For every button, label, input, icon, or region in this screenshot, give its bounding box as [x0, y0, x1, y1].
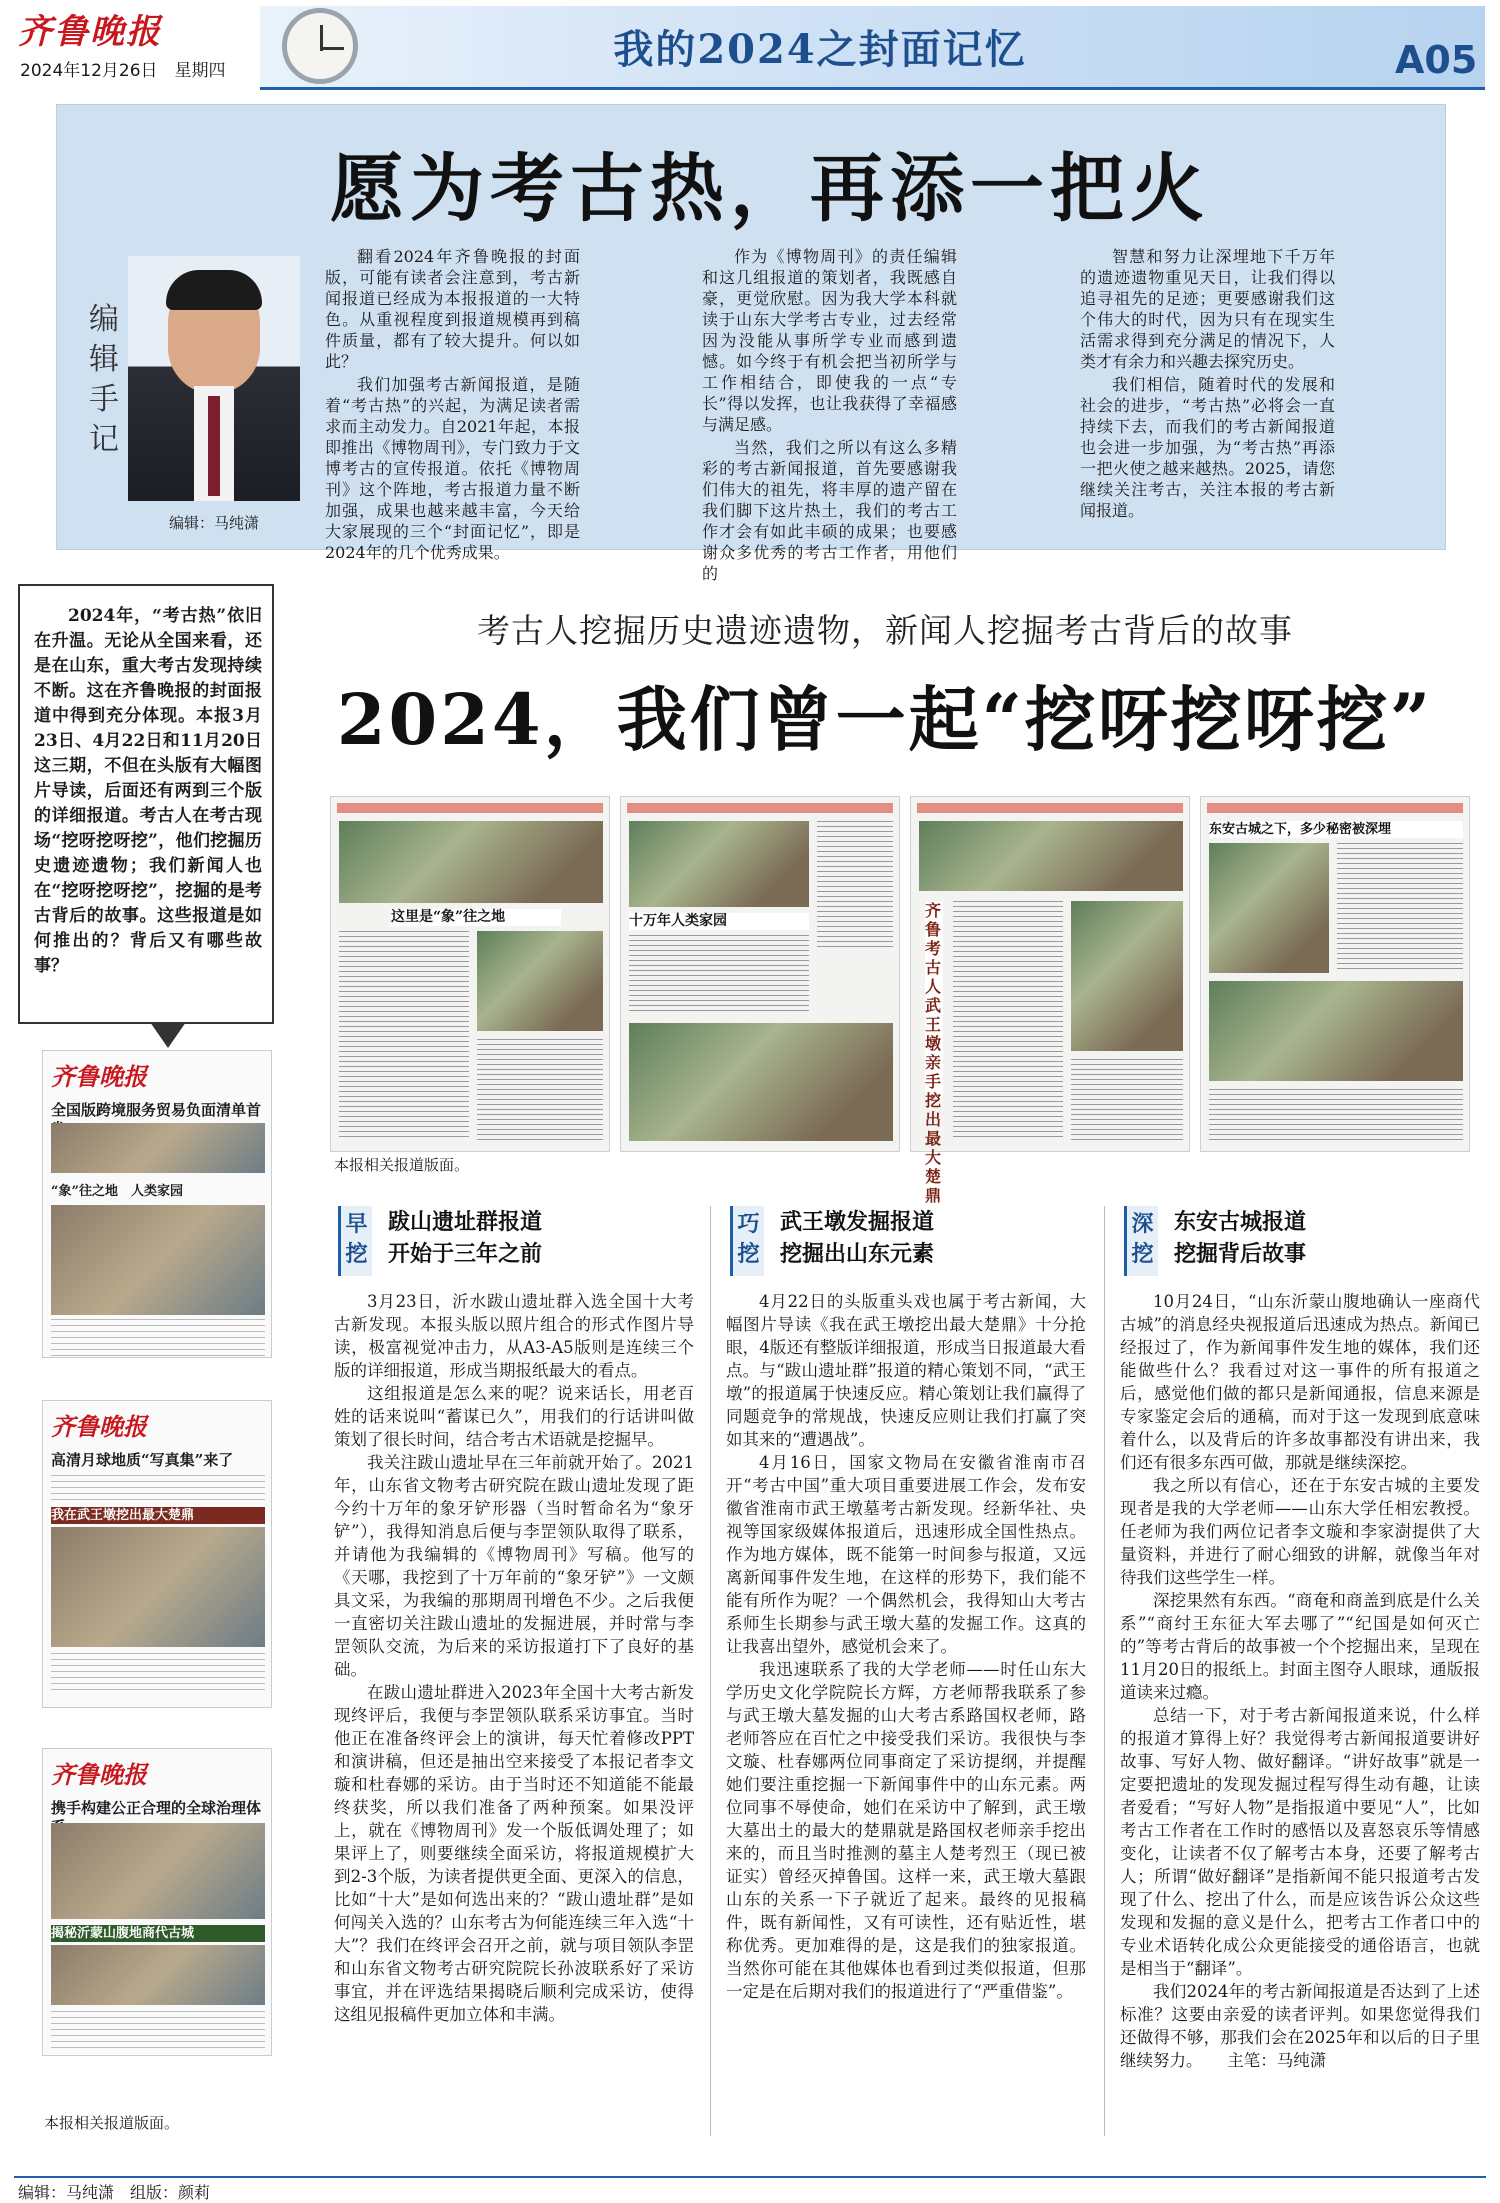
editor-note-headline: 愿为考古热，再添一把火	[330, 146, 1210, 232]
thumbnail-photo	[51, 1945, 265, 2005]
page-number: A05	[1395, 38, 1478, 82]
thumbnail-photo	[51, 1123, 265, 1173]
thumbnail-headline: 携手构建公正合理的全球治理体	[51, 1799, 262, 1817]
article-badge: 巧挖	[730, 1206, 764, 1276]
scan-headline: 东安古城之下，多少秘密被深埋	[1209, 821, 1463, 838]
inside-page-scan	[620, 796, 900, 1152]
publication-date: 2024年12月26日 星期四	[20, 61, 226, 81]
column-divider	[710, 1206, 711, 2136]
inside-page-scan	[330, 796, 610, 1152]
article-badge: 深挖	[1124, 1206, 1158, 1276]
editor-paragraph: 翻看2024年齐鲁晚报的封面版，可能有读者会注意到，考古新闻报道已经成为本报报道的一大特色。从重视程度到报道规模再到稿件质量，都有了较大提升。何以如此？	[325, 247, 580, 371]
front-page-thumbnail	[42, 1400, 272, 1708]
thumbnail-logo: 齐鲁晚报	[51, 1062, 147, 1091]
article-paragraph: 4月22日的头版重头戏也属于考古新闻，大幅图片导读《我在武王墩挖出最大楚鼎》十分抢眼，4版还有整版详细报道，形成当日报道最大看点。与“跋山遗址群”报道的精心策划不同，“武王墩”的报道属于快速反应。精心策划让我们赢得了同题竞争的常规战，快速反应则让我们打赢了突如其来的“遭遇战”。	[726, 1292, 1086, 1449]
scan-headline: 齐鲁考古人武王墩亲手挖出最大楚鼎	[925, 901, 942, 1205]
article-paragraph: 10月24日，“山东沂蒙山腹地确认一座商代古城”的消息经央视报道后迅速成为热点。新闻已经报过了，作为新闻事件发生地的媒体，我们还能做些什么？我看过对这一事件的所有报道之后，感觉他们做的都只是新闻通报，信息来源是专家鉴定会后的通稿，而对于这一发现到底意味着什么，以及背后的许多故事都没有讲出来，我们还有很多东西可做，那就是继续深挖。	[1120, 1292, 1480, 1472]
newspaper-logo: 齐鲁晚报	[18, 12, 162, 52]
thumbnail-photo	[51, 1205, 265, 1315]
article-paragraph: 4月16日，国家文物局在安徽省淮南市召开“考古中国”重大项目重要进展工作会，发布安徽省淮南市武王墩墓考古新发现。经新华社、央视等国家级媒体报道后，迅速形成全国性热点。作为地方媒体，既不能第一时间参与报道，又远离新闻事件发生地，在这样的形势下，我们能不能有所作为呢？一个偶然机会，我得知山大考古系师生长期参与武王墩大墓的发掘工作。这真的让我喜出望外，感觉机会来了。	[726, 1453, 1086, 1656]
thumbnail-logo: 齐鲁晚报	[51, 1760, 147, 1789]
thumbnail-headline: 全国版跨境服务贸易负面清单首	[51, 1101, 262, 1119]
inside-page-scan	[910, 796, 1190, 1205]
thumbnail-subhead: 揭秘沂蒙山腹地商代古城	[51, 1925, 265, 1942]
main-kicker: 考古人挖掘历史遗迹遗物，新闻人挖掘考古背后的故事	[477, 611, 1293, 650]
article-paragraph: 总结一下，对于考古新闻报道来说，什么样的报道才算得上好？我觉得考古新闻报道要讲好故事、写好人物、做好翻译。“讲好故事”就是一定要把遗址的发现发掘过程写得生动有趣，让读者爱看；“写好人物”是指报道中要见“人”，比如考古工作者在工作时的感悟以及喜怒哀乐等情感变化，让读者不仅了解考古本身，还要了解考古人；所谓“做好翻译”是指新闻不能只报道考古发现了什么、挖出了什么，而是应该告诉公众这些发现和发掘的意义是什么，把考古工作者口中的专业术语转化成公众更能接受的通俗语言，也就是相当于“翻译”。	[1120, 1706, 1480, 1978]
footer-rule	[14, 2176, 1486, 2178]
editor-paragraph: 我们相信，随着时代的发展和社会的进步，“考古热”必将会一直持续下去，而我们的考古新闻报道也会进一步加强，为“考古热”再添一把火使之越来越热。2025，请您继续关注考古，关注本报的考古新闻报道。	[1080, 375, 1335, 520]
section-title: 我的2024之封面记忆	[613, 26, 1027, 73]
callout-pointer	[150, 1022, 186, 1048]
article-paragraph: 我迅速联系了我的大学老师——时任山东大学历史文化学院院长方辉，方老师帮我联系了参与武王墩大墓发掘的山大考古系路国权老师，路老师答应在百忙之中接受我们采访。我很快与李文璇、杜春娜两位同事商定了采访提纲，并提醒她们要注重挖掘一下新闻事件中的山东元素。两位同事不辱使命，她们在采访中了解到，武王墩大墓出土的最大的楚鼎就是路国权老师亲手挖出来的，而且当时推测的墓主人楚考烈王（现已被证实）曾经灭掉鲁国。这样一来，武王墩大墓跟山东的关系一下子就近了起来。最终的见报稿件，既有新闻性，又有可读性，还有贴近性，堪称优秀。更加难得的是，这是我们的独家报道。当然你可能在其他媒体也看到过类似报道，但那一定是在后期对我们的报道进行了“严重借鉴”。	[726, 1660, 1086, 2001]
inside-pages-caption: 本报相关报道版面。	[334, 1156, 470, 1174]
article-title: 东安古城报道 挖掘背后故事	[1174, 1209, 1307, 1267]
editor-portrait	[128, 256, 300, 501]
article-body	[1120, 1290, 1480, 2170]
inside-page-scan	[1200, 796, 1470, 1152]
article-title: 跋山遗址群报道 开始于三年之前	[388, 1209, 543, 1267]
front-page-thumbnail	[42, 1748, 272, 2056]
front-page-thumbnail	[42, 1050, 272, 1358]
column-divider	[1104, 1206, 1105, 2136]
clock-icon	[282, 8, 358, 84]
editor-note-label: 编辑手记	[89, 302, 119, 457]
footer-credits: 编辑：马纯潇 组版：颜莉	[18, 2183, 211, 2202]
article-paragraph: 这组报道是怎么来的呢？说来话长，用老百姓的话来说叫“蓄谋已久”，用我们的行话讲叫做策划了很长时间，结合考古术语就是挖掘早。	[334, 1384, 694, 1449]
article-paragraph: 在跋山遗址群进入2023年全国十大考古新发现终评后，我便与李罡领队联系采访事宜。当时他正在准备终评会上的演讲，每天忙着修改PPT和演讲稿，但还是抽出空来接受了本报记者李文璇和杜春娜的采访。由于当时还不知道能不能最终获奖，所以我们准备了两种预案。如果没评上，就在《博物周刊》发一个版低调处理了；如果评上了，则要继续全面采访，将报道规模扩大到2-3个版，为读者提供更全面、更深入的信息，比如“十大”是如何选出来的？“跋山遗址群”是如何闯关入选的？山东考古为何能连续三年入选“十大”？我们在终评会召开之前，就与项目领队李罡和山东省文物考古研究院院长孙波联系好了采访事宜，并在评选结果揭晓后顺利完成采访，使得这组见报稿件更加立体和丰满。	[334, 1683, 694, 2024]
thumbnail-text-lines	[51, 1319, 265, 1359]
article-title: 武王墩发掘报道 挖掘出山东元素	[780, 1209, 935, 1267]
thumbnail-text-lines	[51, 1653, 265, 1693]
thumbnail-photo	[51, 1527, 265, 1647]
editor-portrait-caption: 编辑：马纯潇	[168, 514, 259, 532]
editor-note-column-1	[325, 246, 580, 562]
thumbnail-subhead: “象”往之地 人类家园	[51, 1184, 183, 1199]
thumbnail-subhead: 我在武王墩挖出最大楚鼎	[51, 1507, 265, 1524]
thumbnails-caption: 本报相关报道版面。	[44, 2114, 180, 2132]
article-body	[726, 1290, 1086, 2170]
thumbnail-photo	[51, 1823, 265, 1919]
editor-paragraph: 我们加强考古新闻报道，是随着“考古热”的兴起，为满足读者需求而主动发力。自2021年起，本报即推出《博物周刊》，专门致力于文博考古的宣传报道。依托《博物周刊》这个阵地，考古报道力量不断加强，成果也越来越丰富，今天给大家展现的三个“封面记忆”，即是2024年的几个优秀成果。	[325, 375, 580, 562]
scan-headline: 这里是“象”往之地	[391, 909, 561, 926]
editor-paragraph: 智慧和努力让深埋地下千万年的遗迹遗物重见天日，让我们得以追寻祖先的足迹；更要感谢我们这个伟大的时代，因为只有在现实生活需求得到充分满足的情况下，人类才有余力和兴趣去探究历史。	[1080, 247, 1335, 371]
editor-paragraph: 当然，我们之所以有这么多精彩的考古新闻报道，首先要感谢我们伟大的祖先，将丰厚的遗产留在我们脚下这片热土，我们的考古工作才会有如此丰硕的成果；也要感谢众多优秀的考古工作者，用他们的	[702, 438, 957, 583]
article-paragraph: 我之所以有信心，还在于东安古城的主要发现者是我的大学老师——山东大学任相宏教授。任老师为我们两位记者李文璇和李家澍提供了大量资料，并进行了耐心细致的讲解，就像当年对待我们这些学生一样。	[1120, 1476, 1480, 1587]
article-paragraph: 我们2024年的考古新闻报道是否达到了上述标准？这要由亲爱的读者评判。如果您觉得我们还做得不够，那我们会在2025年和以后的日子里继续努力。 主笔：马纯潇	[1120, 1982, 1480, 2070]
article-paragraph: 我关注跋山遗址早在三年前就开始了。2021年，山东省文物考古研究院在跋山遗址发现了距今约十万年的象牙铲形器（当时暂命名为“象牙铲”），我得知消息后便与李罡领队取得了联系，并请他为我编辑的《博物周刊》写稿。他写的《天哪，我挖到了十万年前的“象牙铲”》一文颇具文采，为我编的那期周刊增色不少。之后我便一直密切关注跋山遗址的发掘进展，并时常与李罡领队交流，为后来的采访报道打下了良好的基础。	[334, 1453, 694, 1679]
thumbnail-text-lines	[51, 1475, 265, 1501]
thumbnail-headline: 高清月球地质“写真集”来了	[51, 1451, 234, 1469]
scan-headline: 十万年人类家园	[629, 913, 809, 930]
article-badge: 早挖	[338, 1206, 372, 1276]
thumbnail-logo: 齐鲁晚报	[51, 1412, 147, 1441]
intro-callout-text: 2024年，“考古热”依旧在升温。无论从全国来看，还是在山东，重大考古发现持续不断。这在齐鲁晚报的封面报道中得到充分体现。本报3月23日、4月22日和11月20日这三期，不但在头版有大幅图片导读，后面还有两到三个版的详细报道。考古人在考古现场“挖呀挖呀挖”，他们挖掘历史遗迹遗物；我们新闻人也在“挖呀挖呀挖”，挖掘的是考古背后的故事。这些报道是如何推出的？背后又有哪些故事？	[34, 606, 262, 976]
editor-paragraph: 作为《博物周刊》的责任编辑和这几组报道的策划者，我既感自豪，更觉欣慰。因为我大学本科就读于山东大学考古专业，过去经常因为没能从事所学专业而感到遗憾。如今终于有机会把当初所学与工作相结合，即使我的一点“专长”得以发挥，也让我获得了幸福感与满足感。	[702, 247, 957, 434]
thumbnail-text-lines	[51, 2011, 265, 2051]
article-body	[334, 1290, 694, 2170]
editor-note-column-3	[1080, 246, 1335, 536]
article-paragraph: 深挖果然有东西。“商奄和商盖到底是什么关系”“商纣王东征大军去哪了”“纪国是如何灭亡的”等考古背后的故事被一个个挖掘出来，呈现在11月20日的报纸上。封面主图夺人眼球，通版报道读来过瘾。	[1120, 1591, 1480, 1702]
article-paragraph: 3月23日，沂水跋山遗址群入选全国十大考古新发现。本报头版以照片组合的形式作图片导读，极富视觉冲击力，从A3-A5版则是连续三个版的详细报道，形成当期报纸最大的看点。	[334, 1292, 694, 1380]
main-headline: 2024，我们曾一起“挖呀挖呀挖”	[336, 678, 1434, 761]
editor-note-column-2	[702, 246, 957, 583]
